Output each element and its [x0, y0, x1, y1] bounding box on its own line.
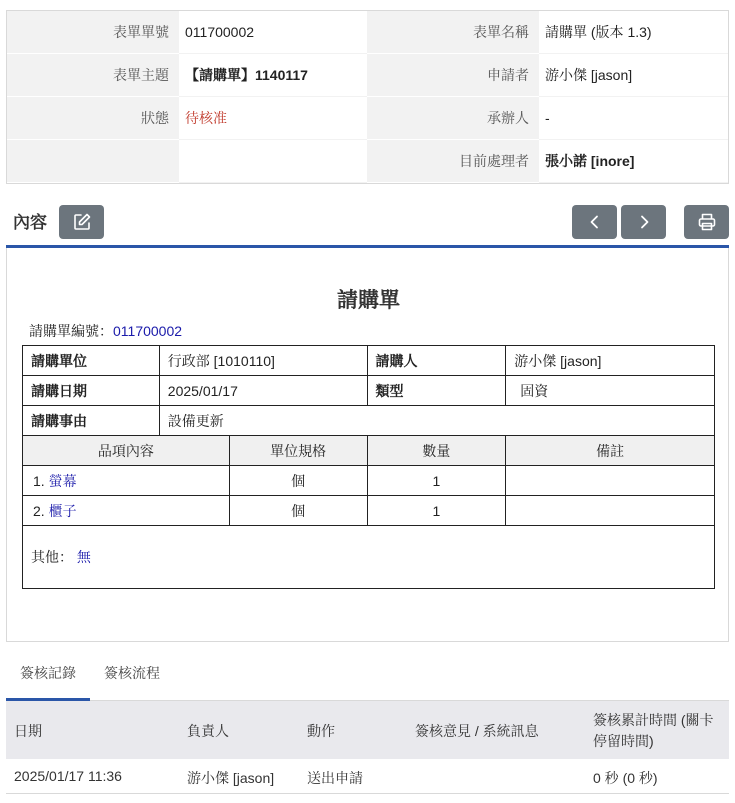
table-row — [23, 466, 715, 496]
dept-value: 行政部 [1010110] — [159, 346, 367, 376]
item-qty: 1 — [367, 496, 506, 526]
type-value: 固資 — [506, 376, 715, 406]
form-name-label: 表單名稱 — [367, 11, 539, 54]
table-row — [23, 526, 715, 589]
log-elapsed: 0 秒 (0 秒) — [593, 770, 658, 786]
tab-bar — [6, 656, 729, 701]
form-info-table — [6, 10, 729, 184]
edit-icon — [72, 212, 92, 232]
subject-value: 【請購單】1140117 — [179, 54, 367, 97]
log-date: 2025/01/17 11:36 — [14, 768, 122, 784]
chevron-left-icon — [587, 214, 603, 230]
item-index: 2. — [33, 502, 45, 519]
purchase-no — [29, 321, 182, 341]
col-unit: 單位規格 — [229, 436, 367, 466]
log-col-owner: 負責人 — [187, 723, 229, 739]
content-title: 內容 — [13, 213, 47, 232]
item-name-value: 櫃子 — [48, 502, 77, 519]
other-cell — [23, 526, 715, 589]
document-panel — [6, 248, 729, 642]
item-unit: 個 — [229, 496, 367, 526]
item-qty: 1 — [367, 466, 506, 496]
col-qty: 數量 — [367, 436, 506, 466]
date-value: 2025/01/17 — [159, 376, 367, 406]
chevron-right-icon — [636, 214, 652, 230]
date-label: 請購日期 — [23, 376, 160, 406]
log-col-elapsed-line1: 簽核累計時間 (關卡 — [593, 712, 714, 728]
tab-approval-flow[interactable]: 簽核流程 — [104, 665, 160, 681]
other-label: 其他： — [31, 549, 73, 565]
item-note — [506, 496, 715, 526]
item-name-value: 螢幕 — [48, 472, 77, 489]
current-processor-value: 張小諾 [inore] — [539, 140, 728, 183]
form-name-value: 請購單 (版本 1.3) — [539, 11, 728, 54]
type-label: 類型 — [367, 376, 506, 406]
status-label: 狀態 — [7, 97, 179, 140]
table-row — [23, 346, 715, 376]
table-header-row — [23, 436, 715, 466]
item-name — [23, 496, 230, 526]
purchase-no-label: 請購單編號： — [29, 323, 113, 339]
item-index: 1. — [33, 472, 45, 489]
log-table-header — [6, 701, 729, 759]
table-row — [23, 496, 715, 526]
empty-label — [7, 140, 179, 183]
dept-label: 請購單位 — [23, 346, 160, 376]
applicant-label: 申請者 — [367, 54, 539, 97]
item-name — [23, 466, 230, 496]
purchase-no-value: 011700002 — [113, 323, 183, 339]
table-row — [6, 759, 729, 794]
log-col-elapsed — [593, 710, 714, 752]
table-row — [23, 376, 715, 406]
requester-value: 游小傑 [jason] — [506, 346, 715, 376]
other-value: 無 — [76, 549, 91, 565]
reason-value: 設備更新 — [159, 406, 714, 436]
log-owner: 游小傑 [jason] — [187, 770, 275, 786]
subject-label: 表單主題 — [7, 54, 179, 97]
log-col-elapsed-line2: 停留時間) — [593, 733, 654, 749]
table-row — [23, 406, 715, 436]
printer-icon — [697, 212, 717, 232]
current-processor-label: 目前處理者 — [367, 140, 539, 183]
edit-button[interactable] — [59, 205, 104, 239]
log-col-comment: 簽核意見 / 系統訊息 — [415, 723, 539, 739]
requester-label: 請購人 — [367, 346, 506, 376]
col-note: 備註 — [506, 436, 715, 466]
status-value: 待核准 — [179, 97, 367, 140]
form-no-label: 表單單號 — [7, 11, 179, 54]
item-note — [506, 466, 715, 496]
purchase-form-table — [22, 345, 715, 589]
handler-value: - — [539, 97, 728, 140]
log-col-action: 動作 — [307, 723, 335, 739]
empty-value — [179, 140, 367, 183]
document-title: 請購單 — [337, 289, 400, 312]
log-col-date: 日期 — [14, 723, 42, 739]
log-action: 送出申請 — [307, 770, 363, 786]
next-button[interactable] — [621, 205, 666, 239]
handler-label: 承辦人 — [367, 97, 539, 140]
reason-label: 請購事由 — [23, 406, 160, 436]
previous-button[interactable] — [572, 205, 617, 239]
print-button[interactable] — [684, 205, 729, 239]
applicant-value: 游小傑 [jason] — [539, 54, 728, 97]
item-unit: 個 — [229, 466, 367, 496]
col-item: 品項內容 — [23, 436, 230, 466]
form-no-value: 011700002 — [179, 11, 367, 54]
tab-approval-log[interactable]: 簽核記錄 — [6, 656, 90, 701]
